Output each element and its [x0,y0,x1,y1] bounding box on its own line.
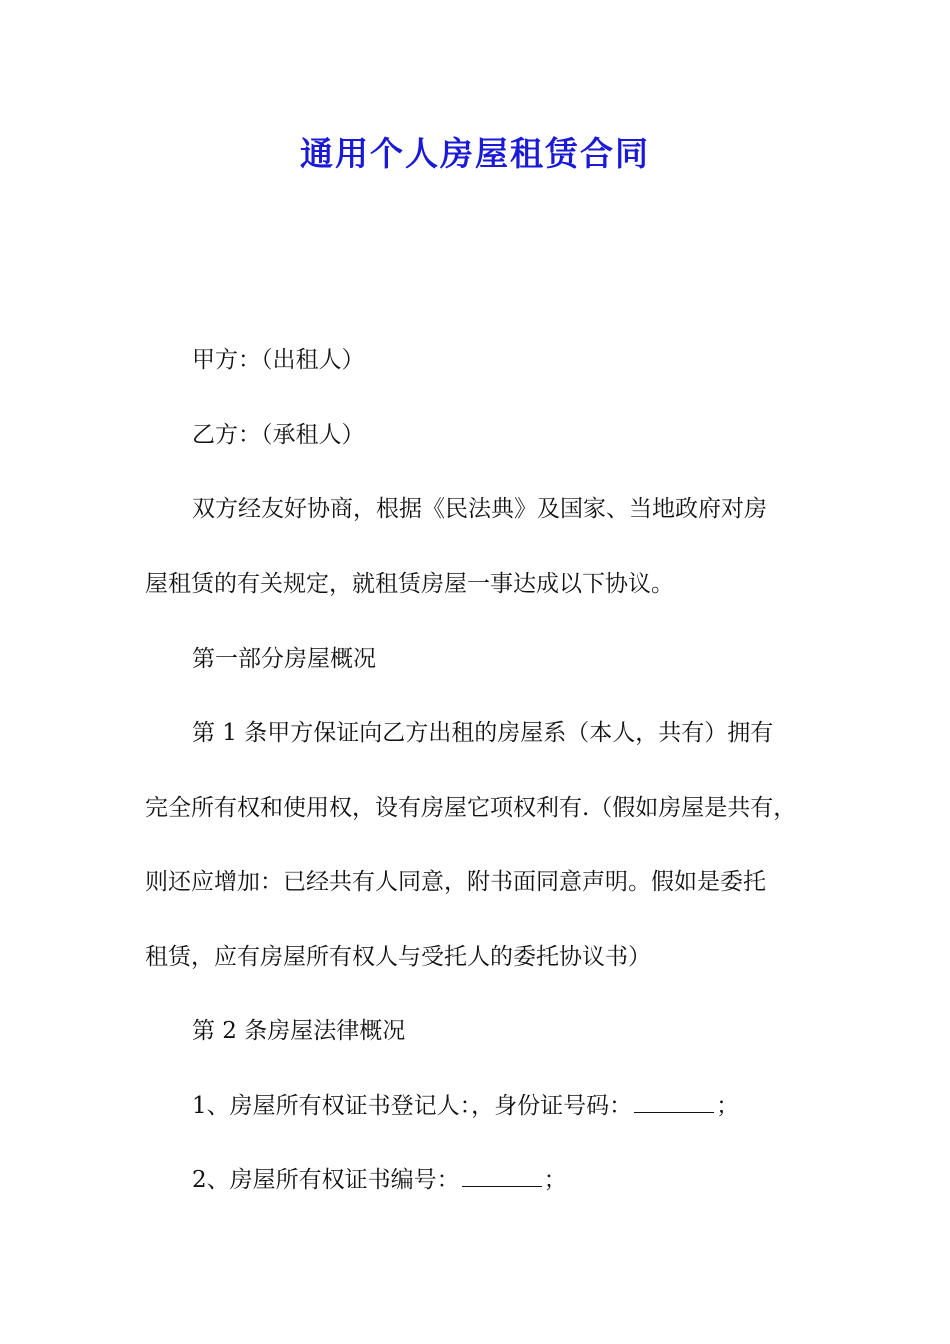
party-b-line: 乙方：（承租人） [192,422,365,448]
item1-line [192,1091,739,1121]
item2-label: 2、房屋所有权证书编号： [192,1167,460,1193]
article1-line-2: 完全所有权和使用权，设有房屋它项权利有.（假如房屋是共有， [145,795,797,821]
article2-heading: 第 2 条房屋法律概况 [192,1018,406,1044]
item1-end: ； [716,1093,740,1119]
part1-heading: 第一部分房屋概况 [192,646,376,672]
id-number-blank [634,1092,714,1113]
item2-end: ； [543,1167,567,1193]
item2-line [192,1165,567,1195]
intro-paragraph-line-1: 双方经友好协商，根据《民法典》及国家、当地政府对房 [192,496,767,522]
article1-line-4: 租赁，应有房屋所有权人与受托人的委托协议书） [145,944,651,970]
article1-line-3: 则还应增加：已经共有人同意，附书面同意声明。假如是委托 [145,869,766,895]
item1-label: 1、房屋所有权证书登记人：，身份证号码： [192,1093,633,1119]
certificate-number-blank [462,1166,542,1187]
party-a-line: 甲方：（出租人） [192,347,365,373]
document-title: 通用个人房屋租赁合同 [300,134,650,173]
intro-paragraph-line-2: 屋租赁的有关规定，就租赁房屋一事达成以下协议。 [145,571,674,597]
article1-line-1: 第 1 条甲方保证向乙方出租的房屋系（本人，共有）拥有 [192,720,774,746]
